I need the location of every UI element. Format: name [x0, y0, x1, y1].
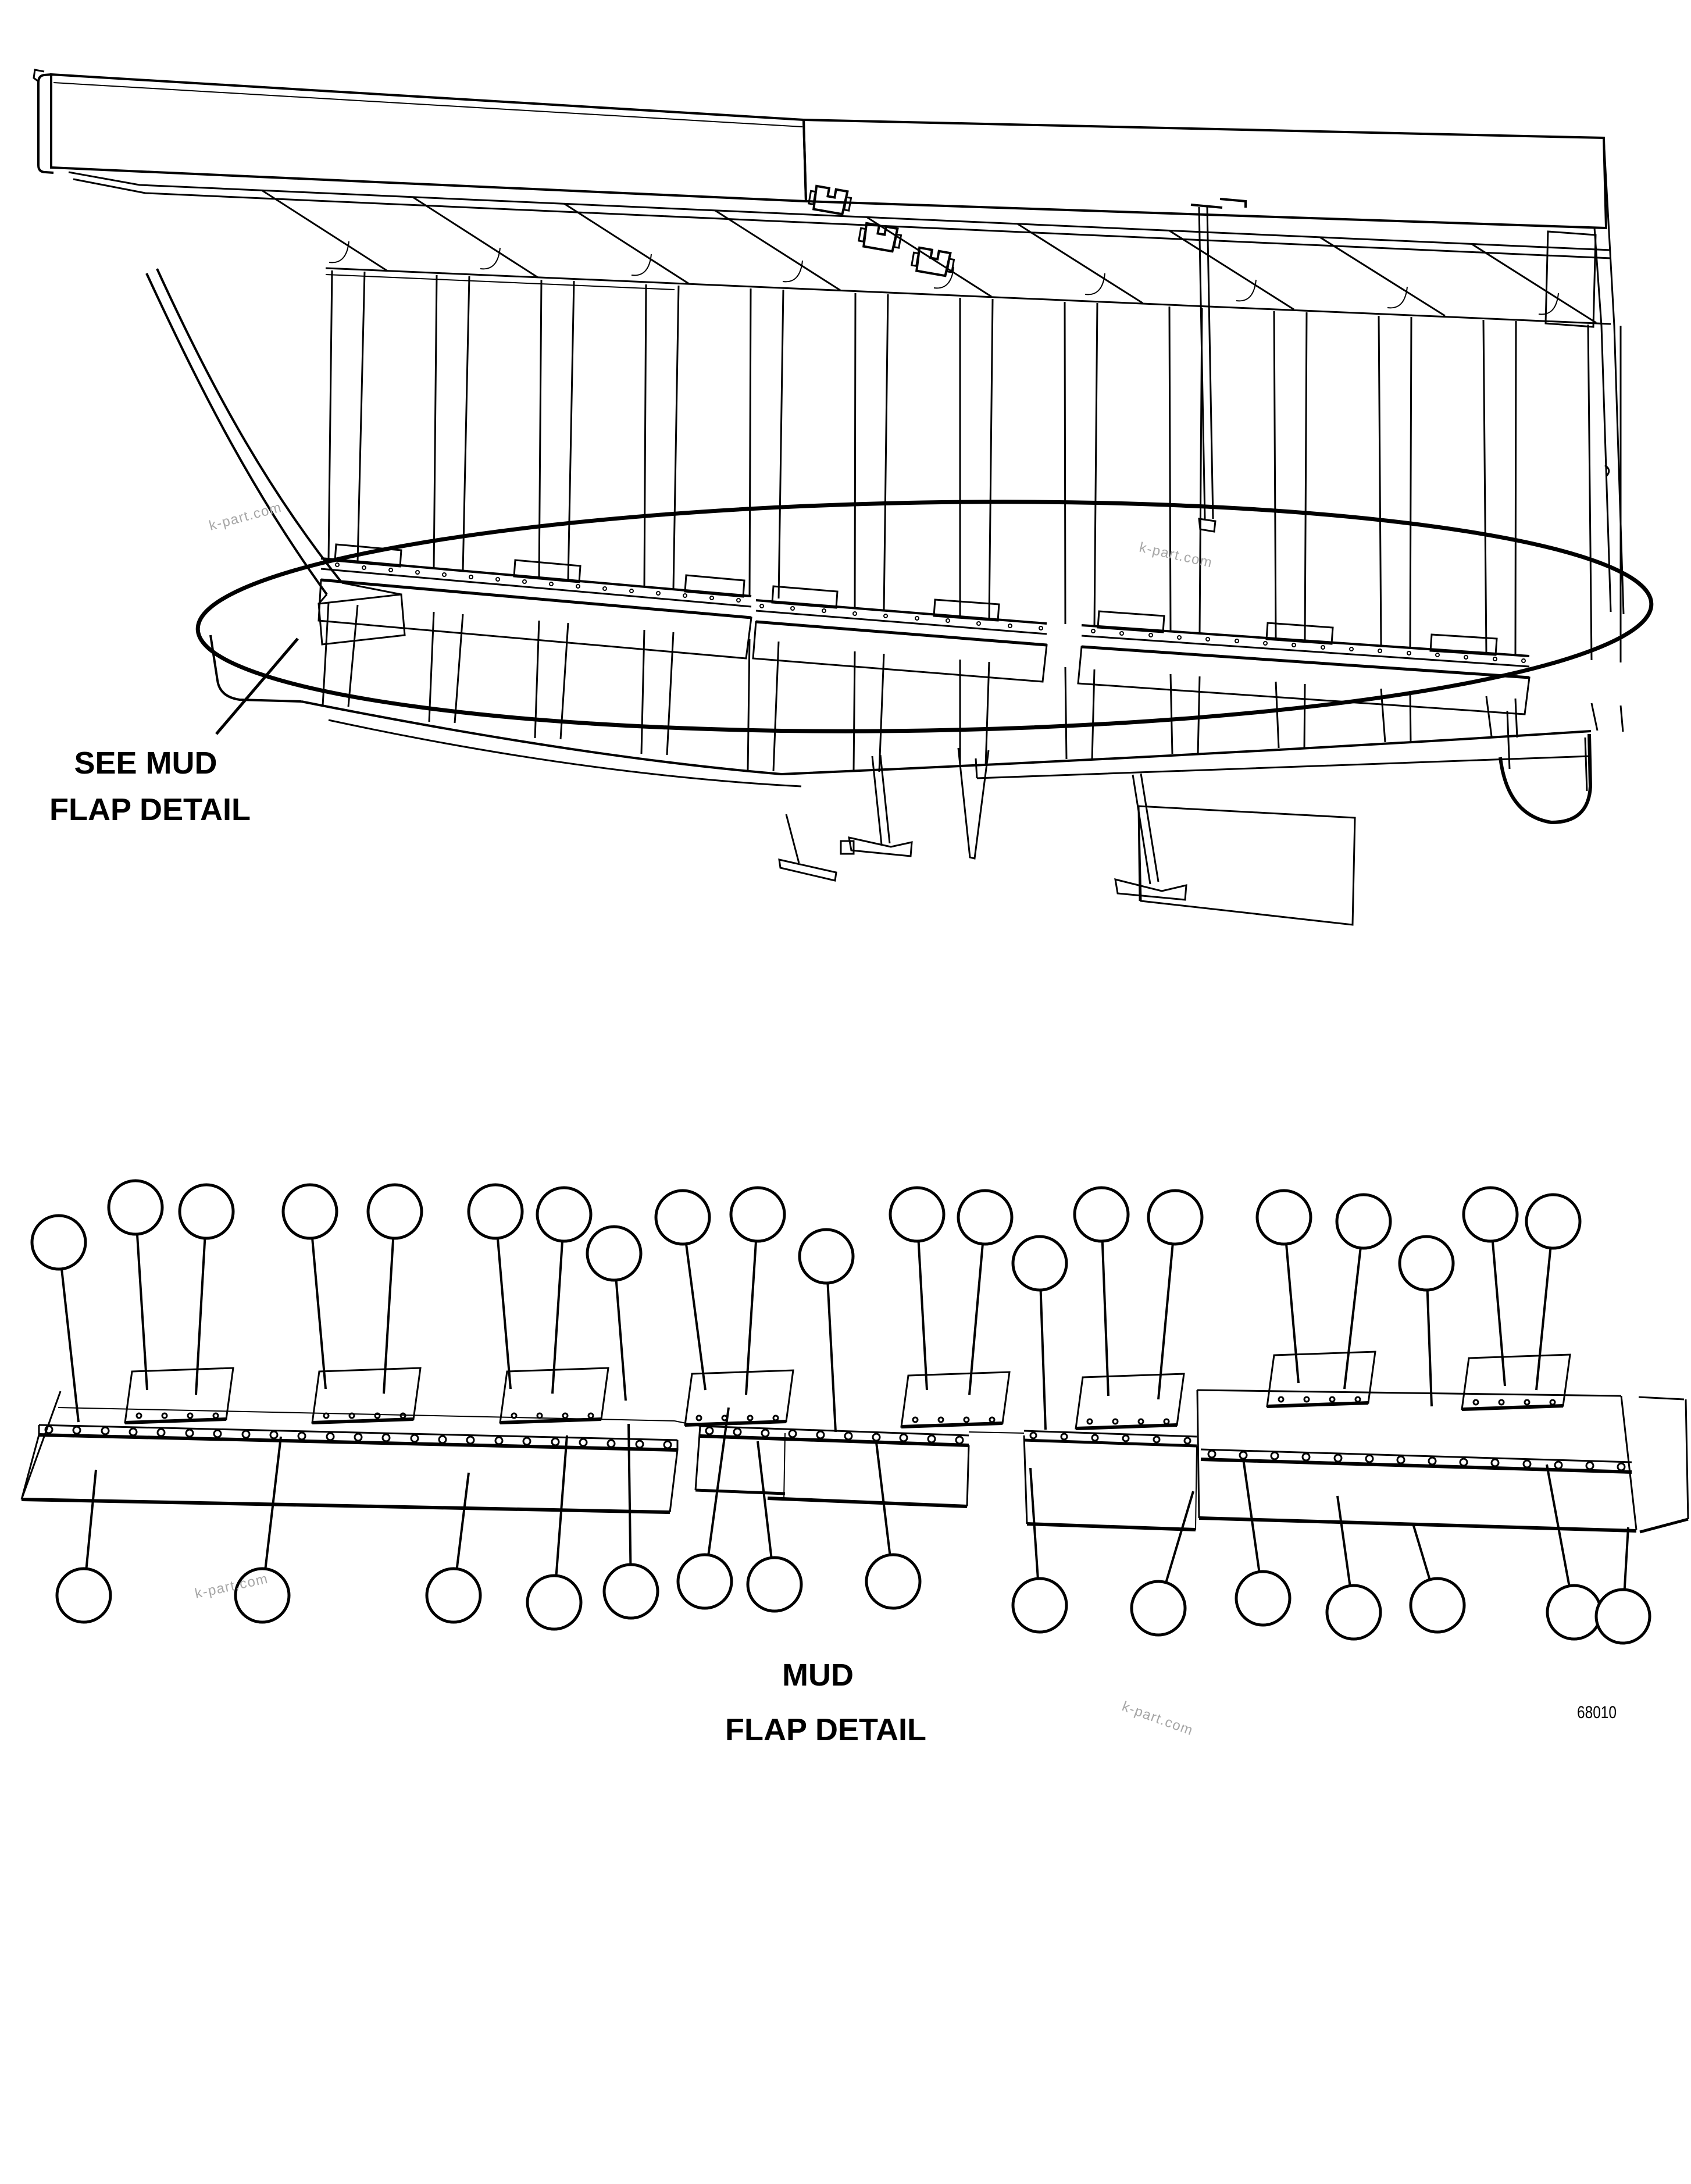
rivet-dot — [1493, 657, 1497, 661]
body-rib — [641, 284, 679, 755]
mounting-plate — [685, 1370, 793, 1425]
callout-balloon — [1075, 1188, 1128, 1241]
strip-bolt-hole — [1061, 1434, 1067, 1440]
plate-bolt-hole — [213, 1413, 218, 1418]
plate-bolt-hole — [324, 1413, 329, 1418]
plate-bolt-hole — [349, 1413, 354, 1418]
plate-bolt-hole — [990, 1417, 994, 1422]
callout-balloon — [283, 1185, 337, 1238]
rivet-dot — [884, 614, 887, 618]
body-rib — [1588, 325, 1623, 732]
note-leader-line — [216, 639, 298, 734]
inner-rail-upper — [69, 172, 1611, 250]
plate-bolt-hole — [563, 1413, 568, 1418]
watermark-text: k-part.com — [1119, 1698, 1196, 1739]
rivet-dot — [853, 612, 857, 615]
strip-bolt-hole — [439, 1436, 446, 1443]
plate-bolt-hole — [1139, 1419, 1143, 1424]
strip-bolt-hole — [158, 1429, 165, 1436]
body-rib — [535, 280, 574, 739]
strip-bolt-hole — [928, 1435, 935, 1442]
callout-balloon — [1013, 1237, 1066, 1290]
front-rail-left-section — [51, 74, 806, 201]
rivet-dot — [1436, 653, 1439, 657]
body-rib — [748, 288, 783, 771]
detail-title: MUD FLAP DETAIL — [725, 1658, 926, 1747]
plate-bolt-hole — [162, 1413, 167, 1418]
plate-bolt-hole — [1279, 1397, 1283, 1402]
rivet-dot — [496, 578, 500, 581]
watermark-text: k-part.com — [207, 499, 284, 534]
strip-bolt-hole — [817, 1431, 824, 1438]
body-rib — [854, 293, 888, 772]
plate-bolt-hole — [1087, 1419, 1092, 1424]
plate-bolt-hole — [1525, 1400, 1529, 1405]
body-rib — [960, 298, 993, 766]
strip-bolt-hole — [355, 1434, 362, 1441]
rivet-dot — [737, 598, 740, 602]
strip-bolt-hole — [1460, 1459, 1467, 1466]
strip-bolt-hole — [762, 1430, 769, 1437]
callout-balloon — [731, 1188, 784, 1241]
rivet-dot — [1149, 633, 1153, 637]
callout-balloon — [1236, 1572, 1290, 1625]
body-rib — [1065, 302, 1097, 760]
mounting-plate — [1462, 1355, 1570, 1409]
watermark-text: k-part.com — [193, 1570, 270, 1602]
strip-bolt-hole — [298, 1433, 305, 1440]
strip-bolt-hole — [73, 1427, 80, 1434]
flap-tab — [514, 560, 580, 582]
strip-bolt-hole — [956, 1437, 963, 1444]
strip-bolt-hole — [523, 1438, 530, 1445]
rivet-dot — [1407, 651, 1411, 655]
body-rib — [1274, 311, 1307, 749]
right-ledge — [976, 756, 1591, 778]
plate-bolt-hole — [964, 1417, 969, 1422]
callout-balloon — [800, 1230, 853, 1283]
plate-bolt-hole — [1550, 1400, 1555, 1405]
strip-bolt-hole — [636, 1441, 643, 1448]
rivet-dot — [389, 568, 393, 572]
callout-balloon — [1411, 1579, 1464, 1632]
rivet-dot — [362, 566, 366, 569]
rivet-dot — [523, 580, 526, 583]
callout-balloon — [890, 1188, 944, 1241]
clamp-fitting — [808, 185, 852, 215]
flap-tab — [772, 586, 837, 608]
rivet-dot — [1091, 629, 1095, 633]
rivet-dot — [683, 594, 687, 597]
strip-bolt-hole — [242, 1431, 249, 1438]
strip-bolt-hole — [495, 1437, 502, 1444]
callout-balloon — [1337, 1195, 1390, 1248]
strip-bolt-hole — [102, 1427, 109, 1434]
strip-bolt-hole — [1123, 1435, 1129, 1441]
rivet-dot — [1178, 636, 1181, 639]
callout-balloon — [1132, 1581, 1185, 1635]
strip-bolt-hole — [608, 1440, 615, 1447]
rivet-dot — [1378, 649, 1382, 653]
strip-bolt-hole — [1335, 1455, 1342, 1462]
rivet-dot — [1522, 659, 1525, 662]
drop-rod — [1191, 199, 1246, 532]
plate-bolt-hole — [748, 1416, 752, 1420]
strip-bolt-hole — [1240, 1452, 1247, 1459]
strip-bolt-hole — [664, 1441, 671, 1448]
rear-post-lower — [1507, 711, 1587, 791]
strip-bolt-hole — [873, 1434, 880, 1441]
watermark-text: k-part.com — [1137, 539, 1214, 571]
callout-balloon — [32, 1216, 85, 1269]
rivet-dot — [657, 592, 660, 595]
see-mud-flap-detail-note — [49, 639, 298, 827]
callout-balloon — [109, 1181, 162, 1234]
body-rib — [429, 275, 469, 723]
rivet-dot — [576, 585, 580, 588]
plate-bolt-hole — [588, 1413, 593, 1418]
strip-bolt-hole — [734, 1428, 741, 1435]
strip-bolt-hole — [552, 1438, 559, 1445]
rear-bottom-corner — [1500, 734, 1590, 822]
mud-flap-area-ellipse — [196, 490, 1653, 743]
plate-bolt-hole — [375, 1413, 380, 1418]
callout-balloon — [1257, 1191, 1311, 1244]
mounted-mud-flap-strips — [319, 544, 1529, 714]
strip-bolt-hole — [1492, 1459, 1499, 1466]
rivet-dot — [710, 596, 713, 600]
strip-bolt-hole — [1185, 1438, 1190, 1444]
strip-bolt-hole — [383, 1434, 390, 1441]
strip-bolt-hole — [1555, 1462, 1562, 1469]
strip-bolt-hole — [1303, 1453, 1310, 1460]
plate-bolt-hole — [401, 1413, 405, 1418]
rivet-dot — [1464, 655, 1468, 659]
mounting-plates — [125, 1352, 1570, 1428]
callout-balloon — [587, 1227, 641, 1280]
strip-bolt-hole — [270, 1431, 277, 1438]
right-flap-assembly — [1197, 1390, 1688, 1532]
rivet-dot — [1120, 632, 1123, 635]
rail-inner-edge — [53, 83, 802, 127]
rivet-dot — [822, 609, 826, 612]
rivet-dot — [1321, 646, 1325, 649]
rivet-dot — [946, 619, 950, 622]
strip-bolt-hole — [327, 1433, 334, 1440]
rivet-dot — [977, 622, 980, 625]
callout-balloon — [604, 1565, 658, 1618]
rivet-dot — [791, 607, 794, 610]
callout-balloon — [1526, 1195, 1580, 1248]
sidewall-lower-edge-2 — [326, 275, 675, 290]
rivet-dot — [469, 575, 473, 579]
callout-balloon — [368, 1185, 422, 1238]
callout-balloon — [1400, 1237, 1453, 1290]
rivet-dot — [416, 571, 419, 574]
rivet-dot — [915, 617, 919, 620]
callout-balloon — [427, 1569, 480, 1622]
plate-bolt-hole — [913, 1417, 918, 1422]
plate-bolt-hole — [1474, 1400, 1478, 1405]
plate-bolt-hole — [512, 1413, 516, 1418]
rivet-dot — [1206, 637, 1210, 641]
rear-corner-post — [1546, 138, 1624, 614]
floor-front-corner — [211, 635, 301, 701]
plate-bolt-hole — [1330, 1397, 1335, 1402]
strip-bolt-hole — [580, 1439, 587, 1446]
callout-balloon — [656, 1191, 709, 1244]
plate-bolt-hole — [537, 1413, 542, 1418]
callout-balloon — [958, 1191, 1012, 1244]
strip-bolt-hole — [845, 1433, 852, 1440]
strip-bolt-hole — [789, 1430, 796, 1437]
plate-bolt-hole — [1164, 1419, 1169, 1424]
rivet-dot — [760, 604, 764, 608]
rivet-dot — [603, 587, 607, 590]
rivet-dot — [1008, 624, 1012, 628]
strip-bolt-hole — [1092, 1435, 1098, 1441]
sidewall-lower-edge — [326, 268, 1611, 324]
callout-balloon — [1547, 1586, 1601, 1639]
plate-bolt-hole — [1304, 1397, 1309, 1402]
plate-bolt-hole — [773, 1416, 778, 1420]
mounting-plate — [901, 1372, 1009, 1427]
rivet-dot — [1350, 647, 1353, 651]
callout-balloon — [866, 1555, 920, 1608]
gusset-line — [1320, 237, 1445, 316]
callout-balloon — [527, 1576, 581, 1629]
diagonal-gussets — [262, 190, 1596, 323]
callout-balloon — [469, 1185, 522, 1238]
body-rib — [1379, 316, 1411, 743]
callout-balloon — [748, 1558, 801, 1611]
plate-bolt-hole — [939, 1417, 943, 1422]
callout-balloon — [1148, 1191, 1202, 1244]
strip-bolt-hole — [214, 1430, 221, 1437]
middle-flap-assembly-2 — [1024, 1431, 1197, 1530]
strip-bolt-hole — [900, 1434, 907, 1441]
callout-balloon — [180, 1185, 233, 1238]
rivet-dot — [336, 563, 339, 567]
strip-bolt-hole — [1154, 1437, 1160, 1442]
rivet-dot — [1292, 643, 1296, 647]
rivet-dot — [1264, 642, 1267, 645]
strip-bolt-hole — [1429, 1458, 1436, 1465]
clamp-fitting — [911, 247, 955, 277]
mounting-plate — [1267, 1352, 1375, 1406]
strip-bolt-hole — [467, 1437, 474, 1444]
strip-bolt-hole — [1618, 1463, 1625, 1470]
front-rail-right-section — [804, 120, 1606, 228]
plate-bolt-hole — [1499, 1400, 1504, 1405]
rivet-dot — [630, 589, 633, 593]
mud-flap-detail-drawing — [22, 1352, 1688, 1532]
front-corner-brace — [147, 269, 405, 644]
strip-bolt-hole — [411, 1435, 418, 1442]
callout-balloon — [1596, 1590, 1650, 1643]
callout-balloon — [1327, 1586, 1380, 1639]
strip-bolt-hole — [1366, 1455, 1373, 1462]
rivet-dot — [443, 573, 446, 576]
callout-balloon — [537, 1188, 591, 1241]
plate-bolt-hole — [137, 1413, 141, 1418]
callout-balloon — [1013, 1579, 1066, 1632]
strip-bolt-hole — [1397, 1456, 1404, 1463]
strip-bolt-hole — [130, 1428, 137, 1435]
vertical-ribs — [323, 270, 1623, 772]
rivet-dot — [1235, 639, 1239, 643]
dump-body-underside-drawing — [34, 70, 1624, 925]
rivet-dot — [1039, 626, 1043, 630]
callout-balloon — [57, 1569, 110, 1622]
plate-bolt-hole — [1355, 1397, 1360, 1402]
strip-bolt-hole — [706, 1427, 713, 1434]
note-text: SEE MUD FLAP DETAIL — [49, 746, 251, 827]
plate-bolt-hole — [697, 1416, 701, 1420]
mounting-plate — [125, 1368, 233, 1423]
clamp-fittings — [808, 185, 955, 277]
lower-right-panel — [1139, 806, 1355, 925]
flap-tab — [685, 575, 744, 597]
rivet-dot — [550, 582, 553, 586]
strip-bolt-hole — [1586, 1462, 1593, 1469]
plate-bolt-hole — [1113, 1419, 1118, 1424]
callout-balloon — [1464, 1188, 1517, 1241]
body-rib — [1169, 307, 1202, 755]
plate-bolt-hole — [188, 1413, 192, 1418]
strip-bolt-hole — [1030, 1433, 1036, 1438]
part-number: 68010 — [1577, 1703, 1617, 1722]
strip-bolt-hole — [1208, 1451, 1215, 1458]
strip-bolt-hole — [1271, 1452, 1278, 1459]
strip-bolt-hole — [186, 1430, 193, 1437]
callout-balloon — [678, 1555, 732, 1608]
strip-bolt-hole — [1524, 1460, 1531, 1467]
mounting-plate — [1076, 1374, 1184, 1428]
